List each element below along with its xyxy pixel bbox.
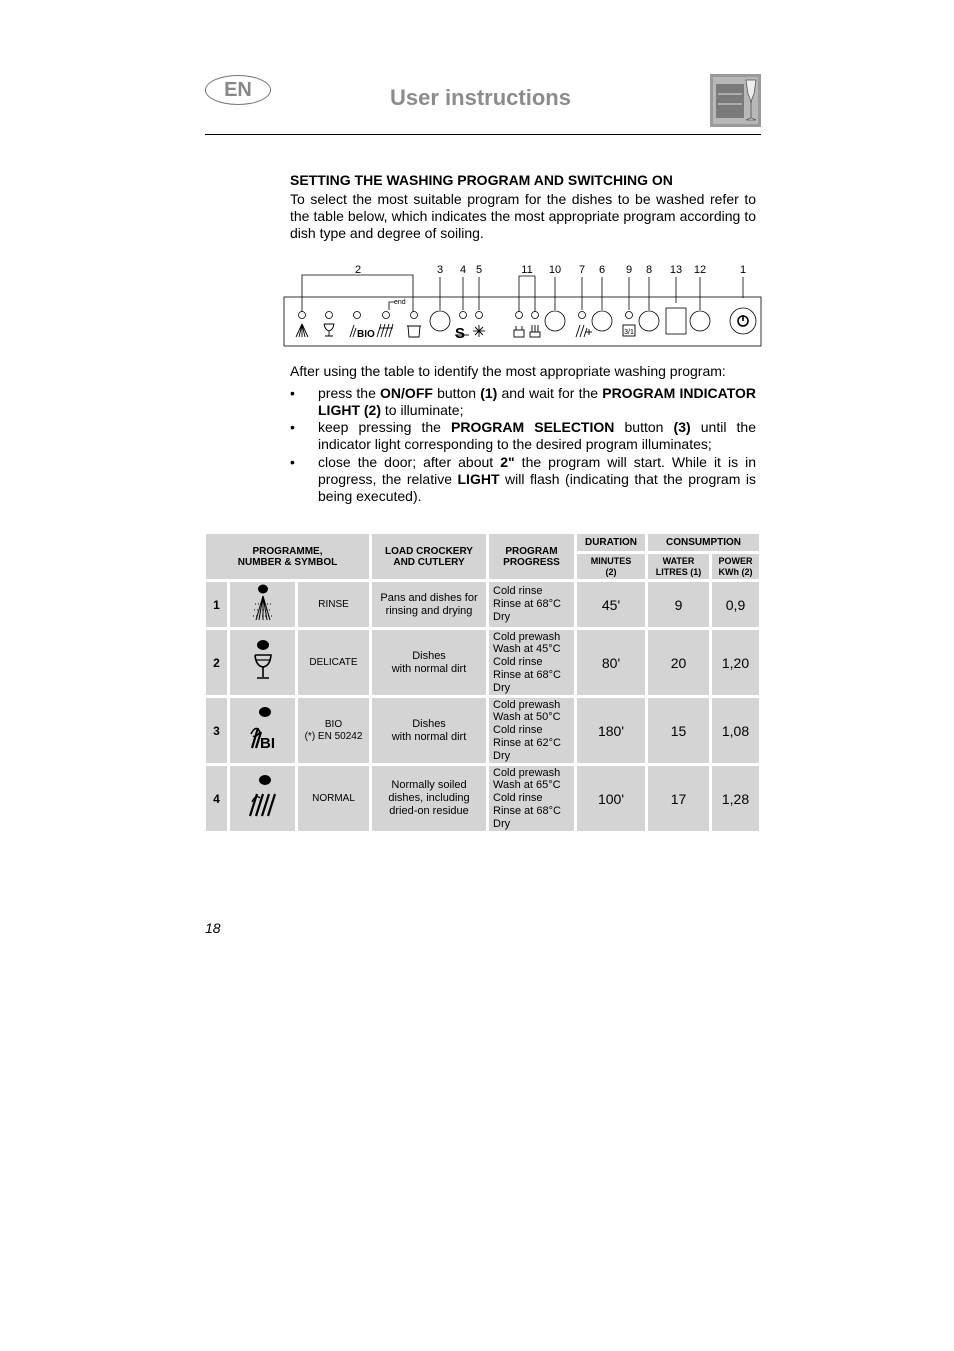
power-kwh: 1,08 <box>712 698 759 763</box>
duration-minutes: 45' <box>577 582 645 627</box>
duration-minutes: 100' <box>577 766 645 831</box>
program-progress: Cold prewash Wash at 65°C Cold rinse Rinse at 68°C Dry <box>489 766 574 831</box>
duration-minutes: 180' <box>577 698 645 763</box>
power-kwh: 0,9 <box>712 582 759 627</box>
normal-cutlery-icon <box>377 324 393 337</box>
power-icon <box>738 315 748 326</box>
load-description: Normally soiled dishes, including dried-on residue <box>372 766 486 831</box>
water-litres: 15 <box>648 698 709 763</box>
panel-number-1: 1 <box>739 264 747 276</box>
water-litres: 17 <box>648 766 709 831</box>
program-progress: Cold rinse Rinse at 68°C Dry <box>489 582 574 627</box>
load-description: Dishes with normal dirt <box>372 630 486 695</box>
header-minutes: MINUTES (2) <box>577 554 645 579</box>
panel-number-6: 6 <box>598 264 606 276</box>
header-duration: DURATION <box>577 534 645 551</box>
control-panel-diagram <box>283 258 763 350</box>
program-label: BIO (*) EN 50242 <box>298 698 369 763</box>
language-badge: EN <box>205 75 271 105</box>
header-programme: PROGRAMME, NUMBER & SYMBOL <box>206 534 369 579</box>
program-number: 4 <box>206 766 227 831</box>
pot-icon <box>407 326 421 337</box>
panel-number-12: 12 <box>693 264 707 276</box>
program-table <box>203 531 762 834</box>
half-load-upper-icon <box>530 325 540 337</box>
panel-number-13: 13 <box>669 264 683 276</box>
rinse-shower-icon <box>296 324 308 337</box>
duration-minutes: 80' <box>577 630 645 695</box>
panel-number-10: 10 <box>548 264 562 276</box>
table-row <box>206 582 759 627</box>
svg-text:BI: BI <box>259 735 275 752</box>
water-litres: 20 <box>648 630 709 695</box>
panel-number-11: 11 <box>521 264 533 276</box>
bio-icon <box>230 698 295 763</box>
svg-text:3/1: 3/1 <box>624 329 634 336</box>
water-litres: 9 <box>648 582 709 627</box>
extra-option-icon <box>576 325 592 337</box>
program-progress: Cold prewash Wash at 45°C Cold rinse Rinse at 68°C Dry <box>489 630 574 695</box>
panel-number-7: 7 <box>578 264 586 276</box>
salt-icon <box>455 325 469 342</box>
panel-number-3: 3 <box>436 264 444 276</box>
bio-icon <box>350 325 375 340</box>
rinse-shower-icon <box>230 582 295 627</box>
panel-number-8: 8 <box>645 264 653 276</box>
after-paragraph: After using the table to identify the most appropriate washing program: <box>290 363 726 379</box>
program-selection-button <box>430 311 450 331</box>
dishwasher-glass-icon <box>710 74 761 127</box>
power-kwh: 1,20 <box>712 630 759 695</box>
panel-number-9: 9 <box>625 264 633 276</box>
instruction-bullet-1: • press the ON/OFF button (1) and wait for the PROGRAM INDICATOR LIGHT (2) to illuminate; <box>290 385 756 418</box>
header-consumption: CONSUMPTION <box>648 534 759 551</box>
table-row <box>206 630 759 695</box>
program-label: DELICATE <box>298 630 369 695</box>
panel-number-2: 2 <box>354 264 362 276</box>
program-label: RINSE <box>298 582 369 627</box>
header-power: POWER KWh (2) <box>712 554 759 579</box>
load-description: Dishes with normal dirt <box>372 698 486 763</box>
end-label: end <box>394 299 406 306</box>
svg-text:BIO: BIO <box>357 329 375 340</box>
delicate-glass-icon <box>324 324 334 336</box>
program-number: 3 <box>206 698 227 763</box>
panel-number-5: 5 <box>475 264 483 276</box>
program-label: NORMAL <box>298 766 369 831</box>
rinse-aid-icon <box>473 325 485 337</box>
panel-number-4: 4 <box>459 264 467 276</box>
program-progress: Cold prewash Wash at 50°C Cold rinse Rinse at 62°C Dry <box>489 698 574 763</box>
table-row <box>206 766 759 831</box>
instruction-bullet-2: • keep pressing the PROGRAM SELECTION button (3) until the indicator light corresponding to the desired program illuminates; <box>290 419 757 452</box>
intro-paragraph: To select the most suitable program for the dishes to be washed refer to the table below, which indicates the most appropriate program according to dish type and degree of soiling. <box>290 191 756 241</box>
normal-cutlery-icon <box>230 766 295 831</box>
header-progress: PROGRAM PROGRESS <box>489 534 574 579</box>
program-number: 2 <box>206 630 227 695</box>
load-description: Pans and dishes for rinsing and drying <box>372 582 486 627</box>
section-heading: SETTING THE WASHING PROGRAM AND SWITCHING ON <box>290 172 673 188</box>
program-number: 1 <box>206 582 227 627</box>
delicate-glass-icon <box>230 630 295 695</box>
svg-text:S: S <box>455 325 466 342</box>
instruction-bullet-3: • close the door; after about 2" the program will start. While it is in progress, the relative LIGHT will flash (indicating that the program is being executed). <box>290 454 756 504</box>
half-load-lower-icon <box>514 326 524 337</box>
header-divider <box>205 134 761 135</box>
page-number: 18 <box>205 920 221 936</box>
page-title: User instructions <box>390 85 571 110</box>
table-row <box>206 698 759 763</box>
header-load: LOAD CROCKERY AND CUTLERY <box>372 534 486 579</box>
header-water: WATER LITRES (1) <box>648 554 709 579</box>
power-kwh: 1,28 <box>712 766 759 831</box>
